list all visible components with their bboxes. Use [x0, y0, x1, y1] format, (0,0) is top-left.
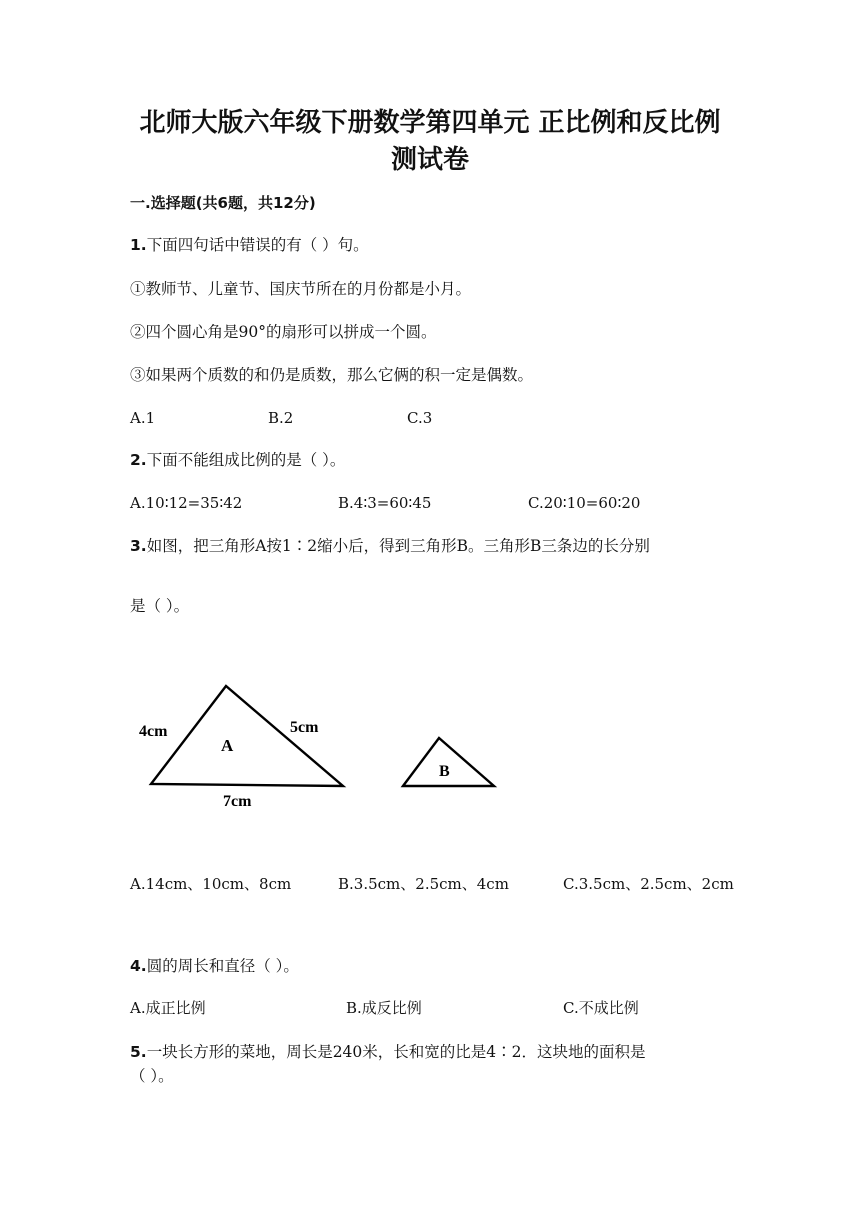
question-number: 5.	[130, 1043, 147, 1061]
question-number: 1.	[130, 236, 147, 254]
page-title-line2: 测试卷	[390, 145, 469, 175]
triangle-figure	[0, 670, 860, 830]
statement-3: ③如果两个质数的和仍是质数，那么它俩的积一定是偶数。	[130, 366, 534, 384]
option-c[interactable]: C.20∶10=60∶20	[528, 494, 641, 512]
section-heading: 一.选择题(共6题，共12分)	[130, 194, 316, 212]
triangle-a-base: 7cm	[223, 793, 252, 810]
question-5	[130, 1042, 646, 1062]
question-4	[130, 956, 299, 976]
triangle-a-label: A	[221, 736, 234, 755]
option-b[interactable]: B.成反比例	[346, 999, 422, 1017]
option-c[interactable]: C.不成比例	[563, 999, 639, 1017]
question-text: 下面四句话中错误的有（ ）句。	[146, 236, 369, 254]
statement-2: ②四个圆心角是90°的扇形可以拼成一个圆。	[130, 323, 437, 341]
option-c[interactable]: C.3.5cm、2.5cm、2cm	[563, 875, 734, 893]
triangle-a	[151, 686, 343, 786]
question-number: 4.	[130, 957, 147, 975]
question-1	[130, 235, 369, 255]
question-number: 3.	[130, 537, 147, 555]
triangle-b-label: B	[439, 763, 450, 780]
page-title-line1: 北师大版六年级下册数学第四单元 正比例和反比例	[139, 108, 721, 138]
option-a[interactable]: A.1	[130, 409, 156, 427]
question-2	[130, 450, 345, 470]
triangle-a-left-side: 4cm	[139, 723, 168, 740]
option-b[interactable]: B.2	[268, 409, 294, 427]
question-text: 如图，把三角形A按1∶2缩小后，得到三角形B。三角形B三条边的长分别	[146, 537, 650, 555]
option-a[interactable]: A.10∶12=35∶42	[130, 494, 243, 512]
option-b[interactable]: B.4∶3=60∶45	[338, 494, 432, 512]
question-3	[130, 536, 650, 556]
question-text: 圆的周长和直径（ ）。	[146, 957, 299, 975]
question-text: 一块长方形的菜地，周长是240米，长和宽的比是4∶2．这块地的面积是	[146, 1043, 646, 1061]
question-text: 下面不能组成比例的是（ ）。	[146, 451, 346, 469]
question-number: 2.	[130, 451, 147, 469]
option-b[interactable]: B.3.5cm、2.5cm、4cm	[338, 875, 509, 893]
question-5-continued: （ ）。	[130, 1067, 174, 1085]
statement-1: ①教师节、儿童节、国庆节所在的月份都是小月。	[130, 280, 472, 298]
option-c[interactable]: C.3	[407, 409, 433, 427]
option-a[interactable]: A.成正比例	[130, 999, 206, 1017]
option-a[interactable]: A.14cm、10cm、8cm	[130, 875, 292, 893]
triangle-a-right-side: 5cm	[290, 719, 319, 736]
question-3-continued: 是（ ）。	[130, 597, 190, 615]
